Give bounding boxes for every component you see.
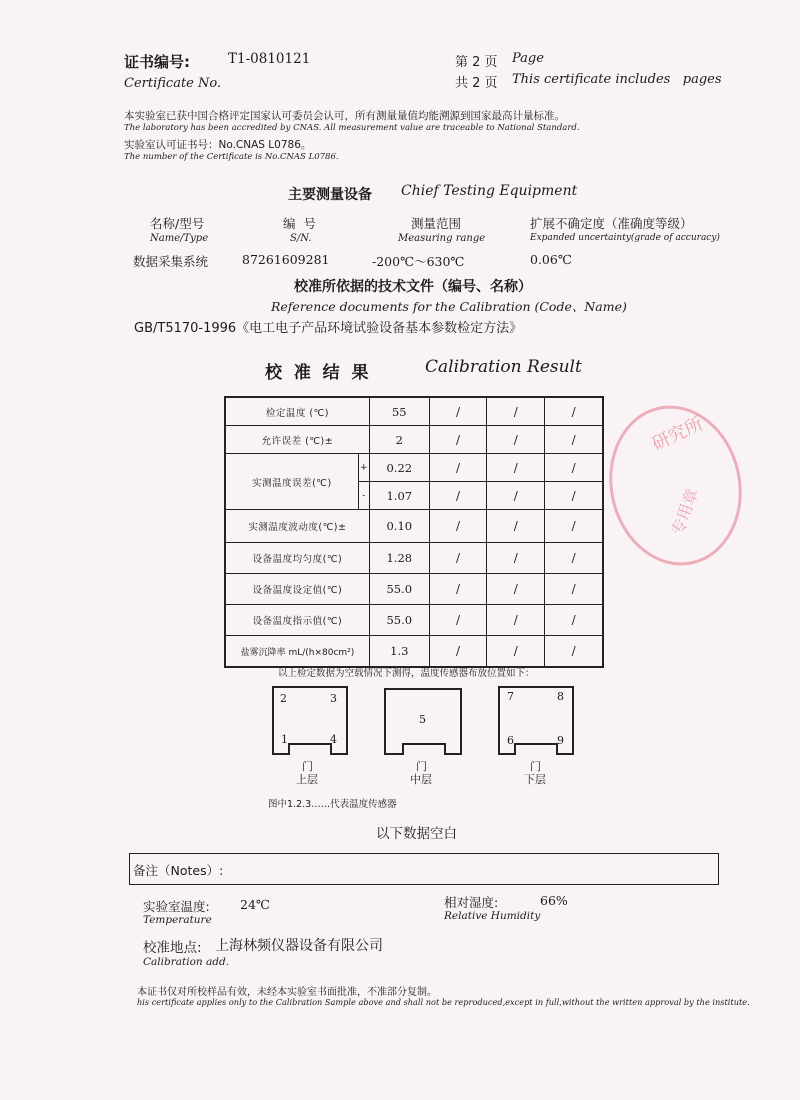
result-value: 2 bbox=[369, 426, 429, 454]
equipment-row-sn: 87261609281 bbox=[242, 252, 330, 267]
blank-data-note: 以下数据空白 bbox=[376, 826, 457, 842]
result-slash: / bbox=[545, 605, 603, 636]
reference-title-cn: 校准所依据的技术文件（编号、名称） bbox=[294, 279, 532, 295]
result-slash: / bbox=[487, 482, 545, 510]
result-label: 检定温度 (℃) bbox=[225, 397, 369, 426]
result-slash: / bbox=[487, 636, 545, 668]
sensor-number: 6 bbox=[507, 734, 514, 747]
result-slash: / bbox=[545, 397, 603, 426]
table-row bbox=[225, 605, 603, 636]
result-table bbox=[224, 396, 604, 668]
result-value: 0.10 bbox=[369, 510, 429, 543]
result-slash: / bbox=[429, 510, 487, 543]
table-row bbox=[225, 543, 603, 574]
result-slash: / bbox=[487, 543, 545, 574]
sensor-number: 2 bbox=[280, 692, 287, 705]
equipment-title-en: Chief Testing Equipment bbox=[401, 183, 578, 199]
result-slash: / bbox=[545, 543, 603, 574]
result-slash: / bbox=[429, 397, 487, 426]
temperature-label-en: Temperature bbox=[143, 914, 212, 926]
equipment-col-range-cn: 测量范围 bbox=[411, 216, 462, 231]
sensor-caption-bottom: 图中1.2.3……代表温度传感器 bbox=[268, 799, 397, 810]
sensor-number: 8 bbox=[557, 690, 564, 703]
humidity-label-en: Relative Humidity bbox=[444, 910, 541, 922]
sensor-number: 4 bbox=[330, 733, 337, 746]
sensor-number: 9 bbox=[557, 734, 564, 747]
calibration-address-label-cn: 校准地点: bbox=[143, 940, 202, 956]
result-slash: / bbox=[545, 482, 603, 510]
equipment-row-name: 数据采集系统 bbox=[133, 254, 209, 269]
page-cn: 第 2 页 bbox=[455, 55, 498, 70]
result-value-minus: 1.07 bbox=[369, 482, 429, 510]
humidity-label-cn: 相对湿度: bbox=[444, 895, 499, 910]
result-slash: / bbox=[487, 454, 545, 482]
sensor-number: 5 bbox=[419, 713, 426, 726]
result-label: 允许误差 (℃)± bbox=[225, 426, 369, 454]
accreditation-line2-en: The number of the Certificate is No.CNAS L0786. bbox=[124, 152, 339, 162]
seal-stamp-mark: 专用章 bbox=[667, 486, 703, 538]
door-label-middle: 门 bbox=[416, 760, 427, 773]
equipment-row-range: -200℃～630℃ bbox=[372, 254, 465, 269]
result-title-en: Calibration Result bbox=[425, 357, 582, 377]
result-value: 55.0 bbox=[369, 574, 429, 605]
notes-label: 备注（Notes）: bbox=[133, 863, 224, 878]
result-label: 实测温度波动度(℃)± bbox=[225, 510, 369, 543]
table-row bbox=[225, 574, 603, 605]
calibration-address-value: 上海林频仪器设备有限公司 bbox=[215, 938, 383, 954]
result-slash: / bbox=[545, 454, 603, 482]
sensor-number: 7 bbox=[507, 690, 514, 703]
result-slash: / bbox=[545, 636, 603, 668]
door-opening bbox=[288, 743, 332, 755]
cert-no-label-en: Certificate No. bbox=[124, 76, 222, 91]
equipment-col-name-en: Name/Type bbox=[150, 233, 209, 244]
result-label: 盐雾沉降率 mL/(h×80cm²) bbox=[225, 636, 369, 668]
reference-title-en: Reference documents for the Calibration (Code、Name) bbox=[271, 299, 627, 314]
door-label-upper: 门 bbox=[302, 760, 313, 773]
humidity-value: 66% bbox=[540, 893, 568, 908]
table-row bbox=[225, 397, 603, 426]
door-opening bbox=[402, 743, 446, 755]
door-label-lower: 门 bbox=[530, 760, 541, 773]
footer-cn: 本证书仅对所校样品有效，未经本实验室书面批准，不准部分复制。 bbox=[137, 987, 437, 998]
result-slash: / bbox=[487, 605, 545, 636]
result-value: 55 bbox=[369, 397, 429, 426]
result-value: 55.0 bbox=[369, 605, 429, 636]
table-row bbox=[225, 636, 603, 668]
pages-cn: 共 2 页 bbox=[455, 76, 498, 91]
seal-stamp-mark: 研究所 bbox=[648, 413, 707, 456]
temperature-label-cn: 实验室温度: bbox=[143, 899, 210, 914]
sensor-box-upper bbox=[272, 686, 348, 755]
equipment-col-uncertainty-cn: 扩展不确定度（准确度等级） bbox=[530, 216, 693, 231]
layer-label-upper: 上层 bbox=[296, 773, 318, 786]
reference-doc: GB/T5170-1996《电工电子产品环境试验设备基本参数检定方法》 bbox=[134, 321, 523, 336]
table-row bbox=[225, 454, 603, 482]
sensor-caption-top: 以上检定数据为空载情况下测得，温度传感器布放位置如下： bbox=[278, 668, 535, 679]
result-slash: / bbox=[429, 574, 487, 605]
result-value-plus: 0.22 bbox=[369, 454, 429, 482]
equipment-title-cn: 主要测量设备 bbox=[288, 187, 372, 203]
temperature-value: 24℃ bbox=[240, 897, 270, 912]
result-slash: / bbox=[545, 426, 603, 454]
result-slash: / bbox=[429, 482, 487, 510]
accreditation-line1-cn: 本实验室已获中国合格评定国家认可委员会认可，所有测量量值均能溯源到国家最高计量标准。 bbox=[124, 110, 565, 122]
result-slash: / bbox=[429, 543, 487, 574]
result-label: 实测温度误差(℃) bbox=[225, 454, 358, 510]
result-sign-minus: - bbox=[358, 482, 369, 510]
result-label: 设备温度均匀度(℃) bbox=[225, 543, 369, 574]
calibration-address-label-en: Calibration add. bbox=[143, 956, 230, 968]
equipment-col-sn-cn: 编 号 bbox=[283, 216, 316, 231]
table-row bbox=[225, 426, 603, 454]
result-value: 1.3 bbox=[369, 636, 429, 668]
sensor-box-lower bbox=[498, 686, 574, 755]
table-row bbox=[225, 510, 603, 543]
result-slash: / bbox=[487, 426, 545, 454]
cert-no-value: T1-0810121 bbox=[228, 51, 311, 67]
result-label: 设备温度指示值(℃) bbox=[225, 605, 369, 636]
equipment-col-uncertainty-en: Expanded uncertainty(grade of accuracy) bbox=[530, 233, 720, 243]
sensor-number: 1 bbox=[281, 733, 288, 746]
sensor-number: 3 bbox=[330, 692, 337, 705]
equipment-col-sn-en: S/N. bbox=[290, 233, 312, 244]
result-label: 设备温度设定值(℃) bbox=[225, 574, 369, 605]
result-slash: / bbox=[429, 454, 487, 482]
equipment-col-range-en: Measuring range bbox=[398, 233, 486, 244]
result-sign-plus: + bbox=[358, 454, 369, 482]
layer-label-lower: 下层 bbox=[524, 773, 546, 786]
result-value: 1.28 bbox=[369, 543, 429, 574]
pages-en: This certificate includes pages bbox=[512, 72, 722, 87]
result-slash: / bbox=[487, 510, 545, 543]
footer-en: his certificate applies only to the Calibration Sample above and shall not be reproduced,except in full,without the written approval by the institute. bbox=[137, 997, 750, 1007]
equipment-col-name-cn: 名称/型号 bbox=[150, 216, 205, 231]
result-slash: / bbox=[429, 426, 487, 454]
result-title-cn: 校 准 结 果 bbox=[265, 363, 369, 383]
layer-label-middle: 中层 bbox=[410, 773, 432, 786]
page-en: Page bbox=[512, 51, 544, 66]
result-slash: / bbox=[429, 636, 487, 668]
result-slash: / bbox=[545, 574, 603, 605]
accreditation-line1-en: The laboratory has been accredited by CNAS. All measurement value are traceable to National Standard. bbox=[124, 123, 580, 133]
accreditation-line2-cn: 实验室认可证书号：No.CNAS L0786。 bbox=[124, 139, 312, 151]
equipment-row-uncertainty: 0.06℃ bbox=[530, 252, 572, 267]
sensor-box-middle bbox=[384, 688, 462, 755]
result-slash: / bbox=[545, 510, 603, 543]
door-opening bbox=[514, 743, 558, 755]
cert-no-label-cn: 证书编号: bbox=[124, 53, 190, 71]
result-slash: / bbox=[429, 605, 487, 636]
result-slash: / bbox=[487, 397, 545, 426]
result-slash: / bbox=[487, 574, 545, 605]
